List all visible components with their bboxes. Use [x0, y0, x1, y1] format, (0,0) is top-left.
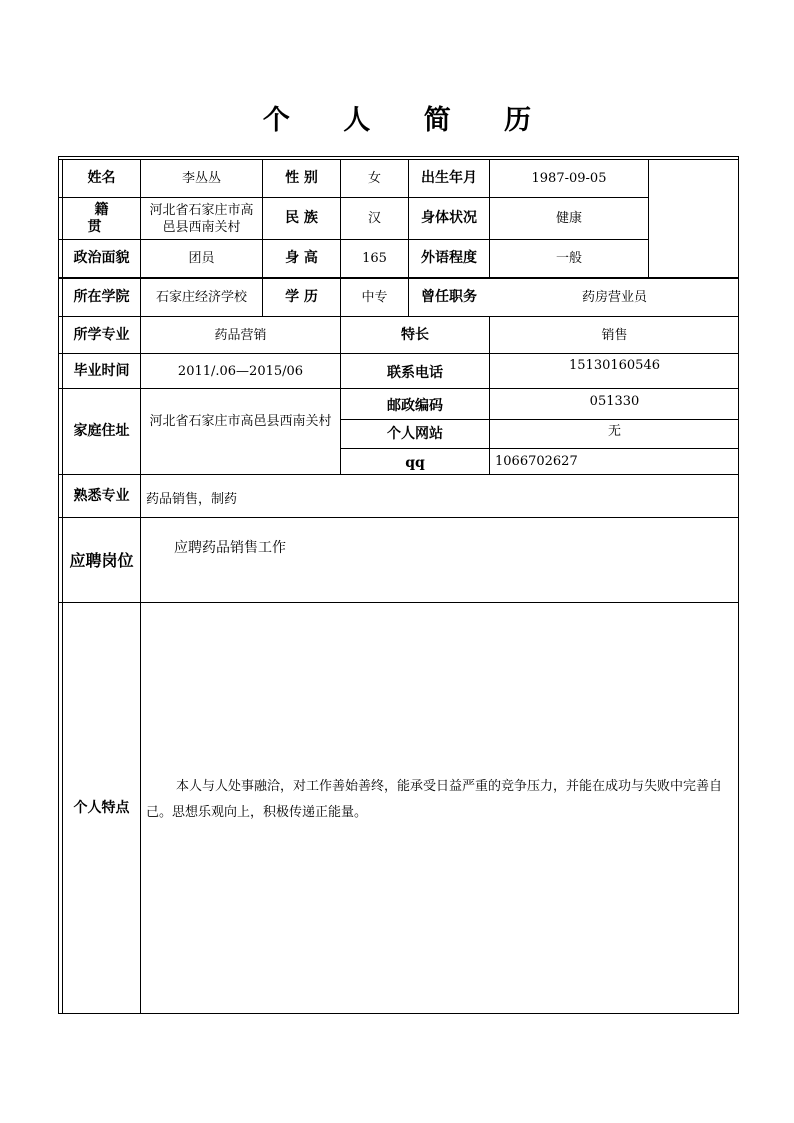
label-job: 应聘岗位 — [69, 550, 134, 570]
value-position-held: 药房营业员 — [581, 290, 647, 305]
row-divider — [58, 602, 739, 603]
value-specialty: 销售 — [601, 327, 628, 343]
label-specialty: 特长 — [401, 326, 429, 343]
label-position-held: 曾任职务 — [421, 289, 477, 305]
value-job: 应聘药品销售工作 — [174, 539, 286, 556]
label-website: 个人网站 — [387, 425, 443, 442]
label-ethnic: 民 族 — [285, 210, 318, 226]
value-political: 团员 — [188, 251, 215, 266]
label-education: 学 历 — [285, 289, 318, 305]
label-political: 政治面貌 — [73, 250, 130, 266]
value-traits: 本人与人处事融洽，对工作善始善终，能承受日益严重的竞争压力，并能在成功与失败中完善自己。思想乐观向上，积极传递正能量。 — [146, 779, 723, 820]
value-gender: 女 — [367, 171, 381, 186]
value-website: 无 — [607, 423, 621, 439]
value-ethnic: 汉 — [367, 211, 381, 226]
value-native: 河北省石家庄市高邑县西南关村 — [149, 202, 254, 235]
label-height: 身 高 — [285, 250, 318, 266]
value-major: 药品营销 — [214, 327, 267, 343]
value-birth: 1987-09-05 — [531, 171, 607, 186]
label-graduation: 毕业时间 — [73, 362, 130, 379]
value-school: 石家庄经济学校 — [155, 290, 247, 305]
label-postcode: 邮政编码 — [387, 397, 443, 414]
value-qq: 1066702627 — [495, 453, 578, 469]
value-education: 中专 — [361, 290, 388, 305]
column-divider — [648, 159, 649, 277]
label-home: 家庭住址 — [73, 423, 130, 439]
value-name: 李丛丛 — [181, 171, 221, 186]
value-health: 健康 — [555, 211, 582, 226]
label-native: 籍 贯 — [87, 201, 123, 235]
label-familiar: 熟悉专业 — [73, 487, 130, 504]
label-name: 姓名 — [87, 170, 116, 186]
label-qq: qq — [405, 455, 425, 471]
value-home: 河北省石家庄市高邑县西南关村 — [149, 414, 332, 429]
value-phone: 15130160546 — [569, 357, 660, 373]
page-title: 个 人 简 历 — [262, 105, 554, 136]
value-height: 165 — [362, 251, 387, 266]
value-postcode: 051330 — [589, 393, 640, 409]
value-familiar: 药品销售，制药 — [146, 491, 238, 507]
label-phone: 联系电话 — [387, 364, 443, 381]
label-school: 所在学院 — [73, 289, 130, 305]
label-gender: 性 别 — [285, 170, 318, 186]
label-traits: 个人特点 — [73, 799, 130, 816]
label-major: 所学专业 — [73, 326, 130, 343]
label-language: 外语程度 — [421, 250, 477, 266]
label-health: 身体状况 — [421, 210, 477, 226]
label-birth: 出生年月 — [421, 170, 477, 186]
value-language: 一般 — [555, 251, 582, 266]
value-graduation: 2011/.06—2015/06 — [177, 363, 304, 379]
